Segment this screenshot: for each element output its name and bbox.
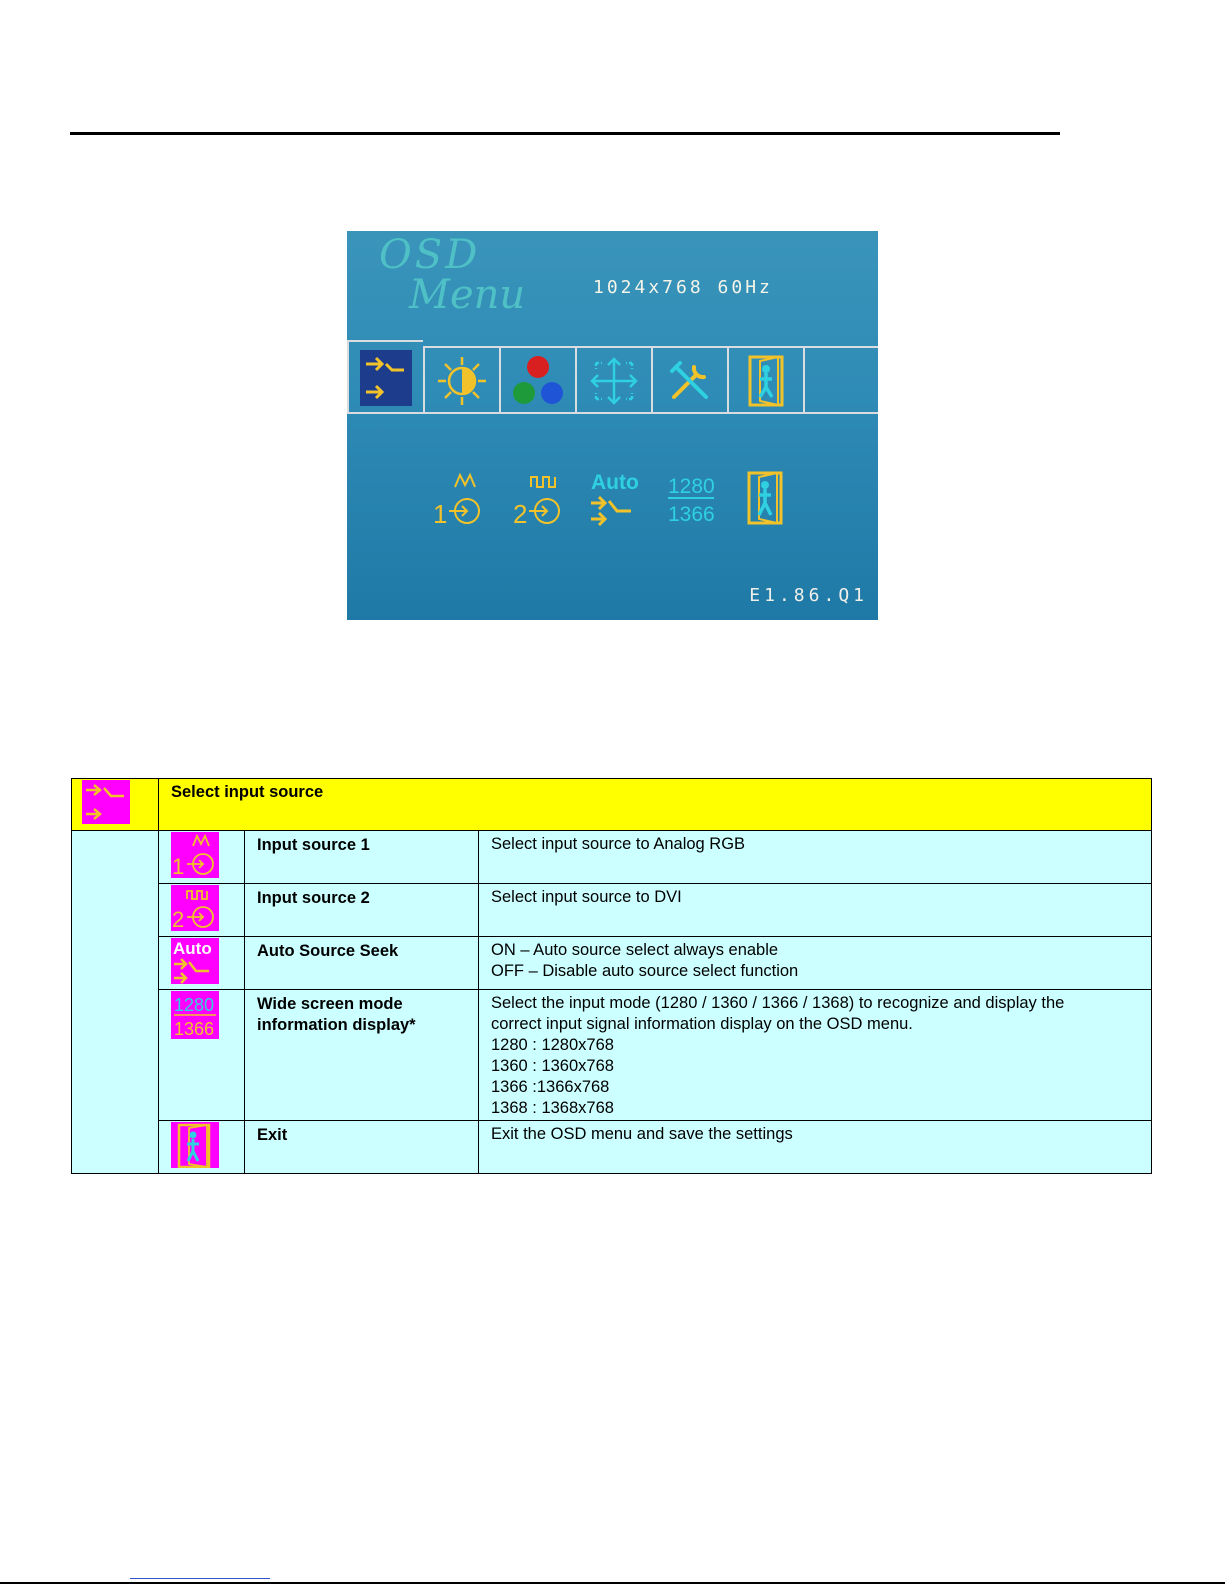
tab-input-source[interactable] bbox=[347, 340, 423, 414]
osd-title-line2: Menu bbox=[409, 272, 526, 318]
input-source-icon bbox=[360, 350, 412, 406]
tab-empty bbox=[803, 346, 878, 414]
wide-top-text: 1280 bbox=[668, 475, 715, 498]
row-icon-cell bbox=[159, 937, 245, 990]
osd-version: E1.86.Q1 bbox=[749, 585, 868, 606]
auto-label: Auto bbox=[591, 471, 639, 494]
auto-label: Auto bbox=[173, 939, 212, 958]
table-title: Select input source bbox=[159, 779, 1152, 831]
tab-brightness[interactable] bbox=[423, 346, 499, 414]
auto-source-icon bbox=[171, 938, 219, 984]
exit-door-icon bbox=[744, 353, 788, 409]
table-row bbox=[72, 937, 1152, 990]
blank-cell bbox=[72, 831, 159, 1174]
row-name: Input source 1 bbox=[245, 831, 479, 884]
desc-line: OFF – Disable auto source select function bbox=[491, 962, 799, 980]
tab-tools[interactable] bbox=[651, 346, 727, 414]
position-icon bbox=[588, 355, 640, 407]
row-icon-cell bbox=[159, 1121, 245, 1174]
row-desc: Select input source to Analog RGB bbox=[479, 831, 1152, 884]
row-desc bbox=[479, 990, 1152, 1121]
color-icon bbox=[510, 355, 566, 407]
row-desc: Select input source to DVI bbox=[479, 884, 1152, 937]
row-desc bbox=[479, 937, 1152, 990]
table-header-row bbox=[72, 779, 1152, 831]
row-name: Exit bbox=[245, 1121, 479, 1174]
table-row bbox=[72, 884, 1152, 937]
wide-bottom-text: 1366 bbox=[668, 503, 715, 526]
name-line: information display* bbox=[257, 1016, 416, 1034]
source-2-number: 2 bbox=[513, 499, 528, 527]
row-icon-cell bbox=[159, 884, 245, 937]
table-row bbox=[72, 1121, 1152, 1174]
wide-mode-icon bbox=[171, 991, 219, 1039]
input-source-icon bbox=[82, 780, 130, 824]
wide-top-text: 1280 bbox=[174, 995, 215, 1015]
row-name: Input source 2 bbox=[245, 884, 479, 937]
source-1-number: 1 bbox=[172, 854, 185, 878]
tab-color[interactable] bbox=[499, 346, 575, 414]
tab-exit[interactable] bbox=[727, 346, 803, 414]
input-source-1-icon[interactable] bbox=[431, 469, 485, 527]
desc-line: 1366 :1366x768 bbox=[491, 1078, 610, 1096]
desc-line: 1280 : 1280x768 bbox=[491, 1036, 614, 1054]
input-source-2-icon[interactable] bbox=[511, 469, 565, 527]
desc-line: 1368 : 1368x768 bbox=[491, 1099, 614, 1117]
exit-door-icon[interactable] bbox=[743, 469, 787, 527]
table-row bbox=[72, 990, 1152, 1121]
brightness-icon bbox=[436, 355, 488, 407]
row-desc: Exit the OSD menu and save the settings bbox=[479, 1121, 1152, 1174]
input-source-1-icon bbox=[171, 832, 219, 878]
osd-resolution: 1024x768 60Hz bbox=[593, 277, 773, 298]
desc-line: correct input signal information display on the OSD menu. bbox=[491, 1015, 913, 1033]
footer-rule bbox=[0, 1582, 1225, 1584]
top-rule bbox=[70, 132, 1060, 135]
table-row bbox=[72, 831, 1152, 884]
auto-source-icon[interactable] bbox=[587, 469, 647, 527]
input-source-table bbox=[71, 778, 1152, 1174]
row-name bbox=[245, 990, 479, 1121]
row-icon-cell bbox=[159, 831, 245, 884]
osd-tab-bar bbox=[347, 340, 878, 414]
source-1-number: 1 bbox=[433, 499, 448, 527]
footer-link-underline bbox=[130, 1578, 270, 1579]
osd-submenu-icons bbox=[347, 469, 878, 529]
wide-bottom-text: 1366 bbox=[174, 1019, 215, 1039]
osd-title-line1: OSD bbox=[379, 232, 481, 278]
desc-line: 1360 : 1360x768 bbox=[491, 1057, 614, 1075]
desc-line: Select the input mode (1280 / 1360 / 1366 / 1368) to recognize and display the bbox=[491, 994, 1065, 1012]
desc-line: ON – Auto source select always enable bbox=[491, 941, 779, 959]
exit-door-icon bbox=[171, 1122, 219, 1168]
row-icon-cell bbox=[159, 990, 245, 1121]
row-name: Auto Source Seek bbox=[245, 937, 479, 990]
name-line: Wide screen mode bbox=[257, 995, 403, 1013]
tab-position[interactable] bbox=[575, 346, 651, 414]
header-icon-cell bbox=[72, 779, 159, 831]
source-2-number: 2 bbox=[172, 907, 185, 931]
wide-mode-icon[interactable] bbox=[665, 469, 717, 527]
osd-menu-photo bbox=[347, 231, 878, 620]
input-source-2-icon bbox=[171, 885, 219, 931]
tools-icon bbox=[664, 355, 716, 407]
